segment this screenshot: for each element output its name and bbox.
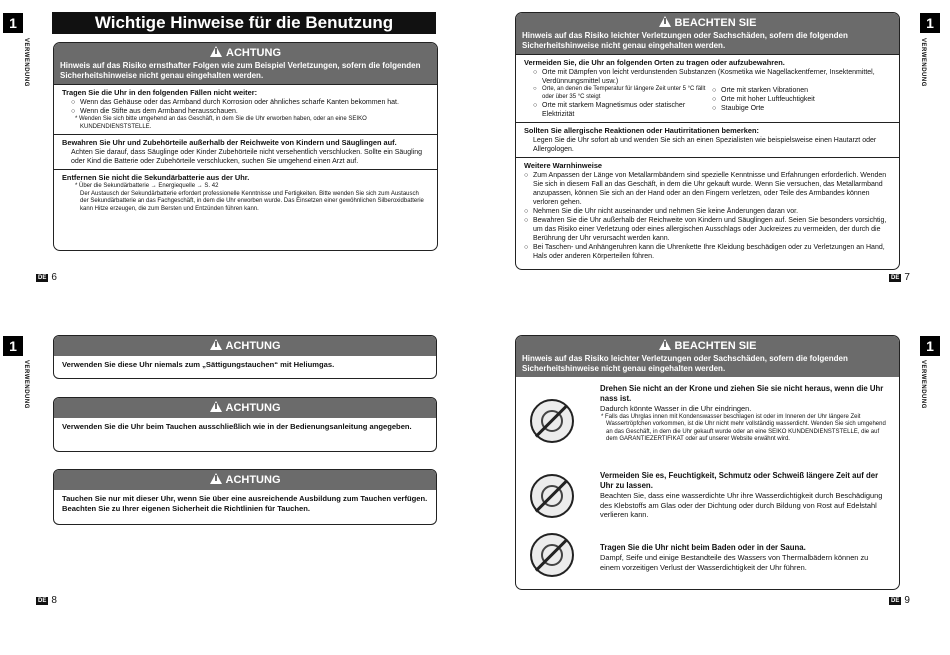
side-label: VERWENDUNG	[920, 38, 926, 87]
warning-icon	[210, 339, 222, 350]
chapter-tab: 1	[920, 13, 940, 33]
note-text: * Über die Sekundärbatterie → Energiequelle → S. 42	[75, 183, 219, 189]
section-heading: Sollten Sie allergische Reaktionen oder Hautirritationen bemerken:	[524, 126, 759, 135]
block-text: Beachten Sie, dass eine wasserdichte Uhr ihre Wasserdichtigkeit durch Beschädigung des Klebstoffs am Glas oder der Dichtung oder durch Bildung von Rost auf Edelstahl verlieren kann.	[600, 491, 883, 519]
box-header: ACHTUNG	[54, 470, 436, 490]
warning-icon	[659, 16, 671, 27]
block-heading: Drehen Sie nicht an der Krone und ziehen Sie sie nicht heraus, wenn die Uhr nass ist.	[600, 384, 884, 403]
warning-icon	[210, 473, 222, 484]
side-label: VERWENDUNG	[23, 38, 29, 87]
achtung-box	[53, 397, 437, 452]
box-subtitle: Hinweis auf das Risiko leichter Verletzungen oder Sachschäden, sofern die folgenden Sicherheitshinweise nicht genau eingehalten werden.	[522, 354, 848, 373]
side-label: VERWENDUNG	[920, 360, 926, 409]
section-text: Legen Sie die Uhr sofort ab und wenden Sie sich an einen Spezialisten wie beispielsweise einen Hautarzt oder Allergologen.	[533, 137, 877, 153]
warning-icon	[659, 339, 671, 350]
box-title: BEACHTEN SIE	[674, 17, 757, 29]
box-text: Verwenden Sie diese Uhr niemals zum „Sättigungstauchen“ mit Heliumgas.	[62, 360, 335, 369]
note-text: * Falls das Uhrglas innen mit Kondenswasser beschlagen ist oder im Inneren der Uhr längere Zeit Wassertröpfchen vorkommen, ist die Uhr nicht mehr vollständig wasserdicht. Wenden Sie sich umgehend an das Geschäft, in dem die Uhr gekauft wurde oder an eine SEIKO KUNDENDIENSTSTELLE, die auf dem GARANTIEZERTIFIKAT oder auf unserer Website erwähnt wird.	[601, 413, 886, 442]
lang-badge: DE	[891, 598, 900, 604]
lang-badge: DE	[891, 275, 900, 281]
list-item: ○ Bewahren Sie die Uhr außerhalb der Reichweite von Kindern und Säuglingen auf. Seien Sie besonders vorsichtig, um das Risiko einer Verletzung oder eines allergischen Ausschlags oder Juckreizes zu vermeiden, der durch die Berührung der Uhr verursacht werden kann.	[524, 217, 887, 242]
box-header	[516, 336, 899, 377]
section-heading: Tragen Sie die Uhr in den folgenden Fällen nicht weiter:	[62, 88, 258, 97]
box-header	[516, 13, 899, 54]
list-item: ○ Orte, an denen die Temperatur für längere Zeit unter 5 °C fällt oder über 35 °C steigt	[533, 86, 706, 100]
box-header: ACHTUNG	[54, 398, 436, 418]
box-title: ACHTUNG	[226, 47, 281, 59]
list-item: ○ Orte mit starkem Magnetismus oder statischer Elektrizität	[533, 102, 686, 118]
section-heading: Weitere Warnhinweise	[524, 161, 603, 170]
section-kinder	[54, 134, 437, 169]
list-item: ○ Wenn die Stifte aus dem Armband herausschauen.	[71, 108, 238, 115]
chapter-tab: 1	[920, 336, 940, 356]
list-item: ○ Wenn das Gehäuse oder das Armband durch Korrosion oder ähnliches scharfe Kanten bekommen hat.	[71, 99, 399, 106]
warning-icon	[210, 401, 222, 412]
section-batterie	[54, 169, 437, 216]
section-orte	[516, 54, 899, 122]
list-item: ○ Bei Taschen- und Anhängeruhren kann die Uhrenkette Ihre Kleidung beschädigen oder zu Verletzungen an Hand, Hals oder anderen Körperteilen führen.	[524, 244, 885, 260]
bath-prohibited-icon	[530, 533, 574, 577]
list-item: ○ Orte mit starken Vibrationen	[712, 87, 809, 94]
box-subtitle: Hinweis auf das Risiko leichter Verletzungen oder Sachschäden, sofern die folgenden Sicherheitshinweise nicht genau eingehalten werden.	[522, 31, 848, 50]
warning-icon	[210, 46, 222, 57]
block-heading: Tragen Sie die Uhr nicht beim Baden oder in der Sauna.	[600, 543, 806, 552]
chapter-tab: 1	[3, 336, 23, 356]
note-text: * Wenden Sie sich bitte umgehend an das Geschäft, in dem Sie die Uhr erworben haben, oder an eine SEIKO KUNDENDIENSTSTELLE.	[75, 116, 367, 130]
beachten-box	[515, 12, 900, 270]
section-heading: Bewahren Sie Uhr und Zubehörteile außerhalb der Reichweite von Kindern und Säuglingen auf.	[62, 138, 397, 147]
achtung-box	[53, 42, 438, 251]
achtung-box	[53, 469, 437, 525]
warning-crown	[600, 384, 890, 444]
box-text: Verwenden Sie die Uhr beim Tauchen ausschließlich wie in der Bedienungsanleitung angegeben.	[62, 422, 412, 431]
section-allergie	[516, 122, 899, 157]
crown-prohibited-icon	[530, 399, 574, 443]
block-text: Dadurch könnte Wasser in die Uhr eindringen.	[600, 404, 752, 413]
warning-moisture	[600, 471, 890, 520]
sweat-prohibited-icon	[530, 474, 574, 518]
block-heading: Vermeiden Sie es, Feuchtigkeit, Schmutz oder Schweiß längere Zeit auf der Uhr zu lassen.	[600, 471, 879, 490]
section-tragen	[54, 84, 437, 134]
box-header: ACHTUNG	[54, 336, 436, 356]
lang-badge: DE	[38, 598, 47, 604]
page-number: DE 7	[891, 272, 910, 283]
block-text: Dampf, Seife und einige Bestandteile des Wassers von Thermalbädern können zu einem vorzeitigen Verlust der Wasserdichtigkeit der Uhr führen.	[600, 553, 869, 572]
page-number: DE 6	[38, 272, 57, 283]
list-item: ○ Zum Anpassen der Länge von Metallarmbändern sind spezielle Kenntnisse und Erfahrungen erforderlich. Wenden Sie sich in diesem Fall an das Geschäft, in dem die Uhr gekauft wurde. Wenn Sie versuchen, das Metallarmband anzupassen, können Sie sich an der Hand oder an den Fingern verletzen, oder Teile des Armbandes können verloren gehen.	[524, 172, 887, 206]
section-heading: Entfernen Sie nicht die Sekundärbatterie aus der Uhr.	[62, 173, 250, 182]
box-header	[54, 43, 437, 84]
section-weitere	[516, 157, 899, 264]
warning-sauna	[600, 543, 890, 572]
side-label: VERWENDUNG	[23, 360, 29, 409]
achtung-box	[53, 335, 437, 379]
list-item: ○ Orte mit Dämpfen von leicht verdunstenden Substanzen (Kosmetika wie Nagellackentferner, Insektenmittel, Verdünnungsmittel usw.)	[533, 69, 875, 85]
list-item: ○ Staubige Orte	[712, 105, 765, 112]
small-text: Der Austausch der Sekundärbatterie erfordert professionelle Kenntnisse und Fertigkeiten. Bitte wenden Sie sich zum Austausch der Sekundärbatterie an das Fachgeschäft, in dem die Uhr erworben wurde. Das Einsetzen einer gewöhnlichen Silberoxidbatterie kann Hitze erzeugen, die zum Bersten und Entzünden führen kann.	[80, 190, 424, 212]
page-title: Wichtige Hinweise für die Benutzung	[52, 12, 436, 34]
box-subtitle: Hinweis auf das Risiko ernsthafter Folgen wie zum Beispiel Verletzungen, sofern die folgenden Sicherheitshinweise nicht genau eingehalten werden.	[60, 61, 421, 80]
section-text: Achten Sie darauf, dass Säuglinge oder Kinder Zubehörteile nicht versehentlich verschlucken. Sollte ein Säugling oder Kind die Batterie oder Zubehörteile verschlucken, suchen Sie umgehend einen Arzt auf.	[71, 149, 422, 165]
list-item: ○ Nehmen Sie die Uhr nicht auseinander und nehmen Sie keine Änderungen daran vor.	[524, 208, 799, 215]
box-text: Tauchen Sie nur mit dieser Uhr, wenn Sie über eine ausreichende Ausbildung zum Tauchen verfügen. Beachten Sie zu Ihrer eigenen Sicherheit die Richtlinien für Tauchen.	[62, 494, 428, 513]
chapter-tab: 1	[3, 13, 23, 33]
section-heading: Vermeiden Sie, die Uhr an folgenden Orten zu tragen oder aufzubewahren.	[524, 58, 785, 67]
list-item: ○ Orte mit hoher Luftfeuchtigkeit	[712, 96, 815, 103]
box-title: BEACHTEN SIE	[674, 340, 757, 352]
lang-badge: DE	[38, 275, 47, 281]
page-number: DE 9	[891, 595, 910, 606]
page-number: DE 8	[38, 595, 57, 606]
